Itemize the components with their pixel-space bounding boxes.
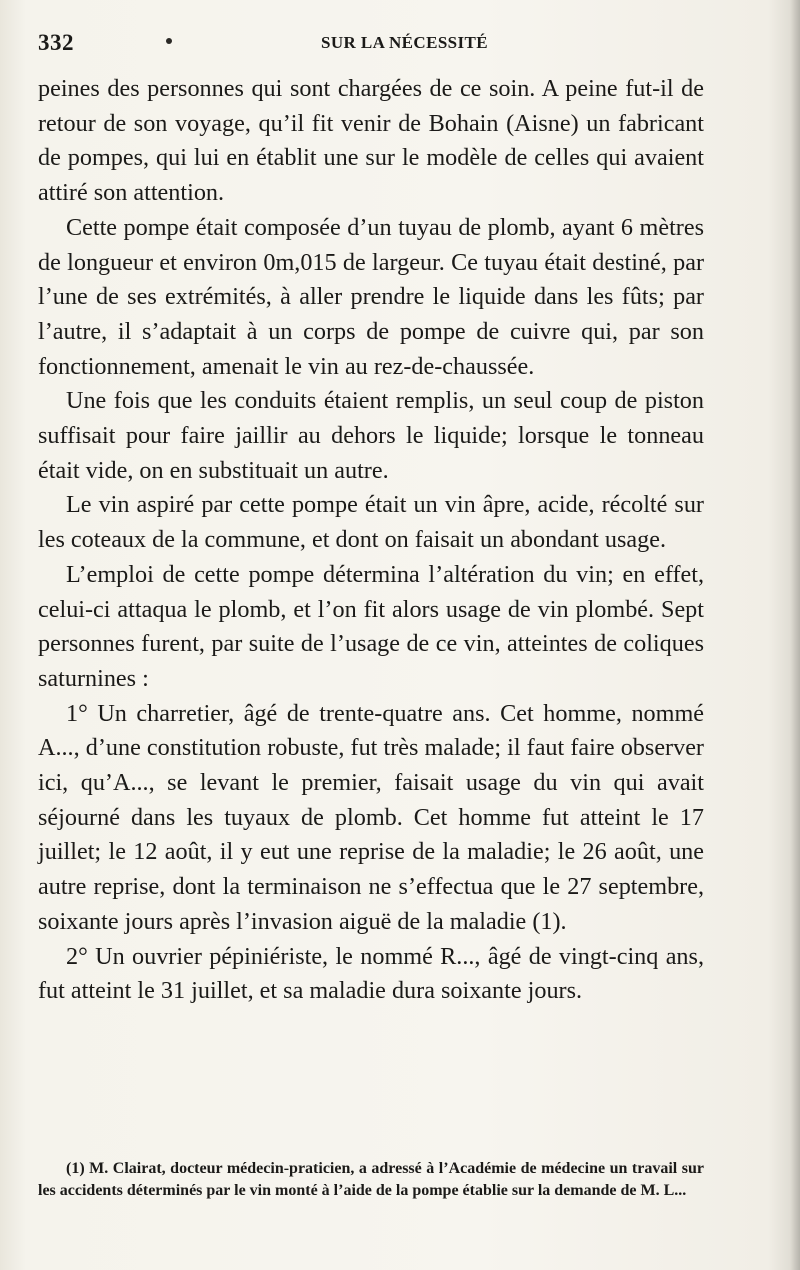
page-number: 332 bbox=[38, 30, 74, 55]
body-text bbox=[38, 72, 704, 1009]
paragraph-2: Cette pompe était composée d’un tuyau de plomb, ayant 6 mètres de longueur et environ 0m,015 de largeur. Ce tuyau était destiné, par l’une de ses extrémités, à aller prendre le liquide dans les fûts; par l’autre, il s’adaptait à un corps de pompe de cuivre qui, par son fonctionnement, amenait le vin au rez-de-chaussée. bbox=[38, 213, 704, 380]
paragraph-1: peines des personnes qui sont chargées de ce soin. A peine fut-il de retour de son voyage, qu’il fit venir de Bohain (Aisne) un fabricant de pompes, qui lui en établit une sur le modèle de celles qui avaient attiré son attention. bbox=[38, 75, 704, 207]
paragraph-5: L’emploi de cette pompe détermina l’altération du vin; en effet, celui-ci attaqua le plomb, et l’on fit alors usage de vin plombé. Sept personnes furent, par suite de l’usage de ce vin, atteintes de coliques saturnines : bbox=[38, 560, 704, 692]
paragraph-3: Une fois que les conduits étaient remplis, un seul coup de piston suffisait pour faire jaillir au dehors le liquide; lorsque le tonneau était vide, on en substituait un autre. bbox=[38, 387, 704, 484]
running-title: SUR LA NÉCESSITÉ bbox=[321, 33, 489, 52]
paragraph-6: 1° Un charretier, âgé de trente-quatre ans. Cet homme, nommé A..., d’une constitution robuste, fut très malade; il faut faire observer ici, qu’A..., se levant le premier, faisait usage du vin qui avait séjourné dans les tuyaux de plomb. Cet homme fut atteint le 17 juillet; le 12 août, il y eut une reprise de la maladie; le 26 août, une autre reprise, dont la terminaison ne s’effectua que le 27 septembre, soixante jours après l’invasion aiguë de la maladie (1). bbox=[38, 699, 704, 935]
footnotes bbox=[38, 1158, 704, 1202]
header-dot bbox=[166, 38, 172, 44]
page-edge-shadow bbox=[790, 0, 800, 1270]
page-header bbox=[38, 30, 738, 64]
footnote-1: (1) M. Clairat, docteur médecin-praticien, a adressé à l’Académie de médecine un travail sur les accidents déterminés par le vin monté à l’aide de la pompe établie sur la demande de M. L... bbox=[38, 1160, 704, 1199]
paragraph-4: Le vin aspiré par cette pompe était un vin âpre, acide, récolté sur les coteaux de la commune, et dont on faisait un abondant usage. bbox=[38, 491, 704, 554]
paragraph-7: 2° Un ouvrier pépiniériste, le nommé R..., âgé de vingt-cinq ans, fut atteint le 31 juillet, et sa maladie dura soixante jours. bbox=[38, 942, 704, 1005]
